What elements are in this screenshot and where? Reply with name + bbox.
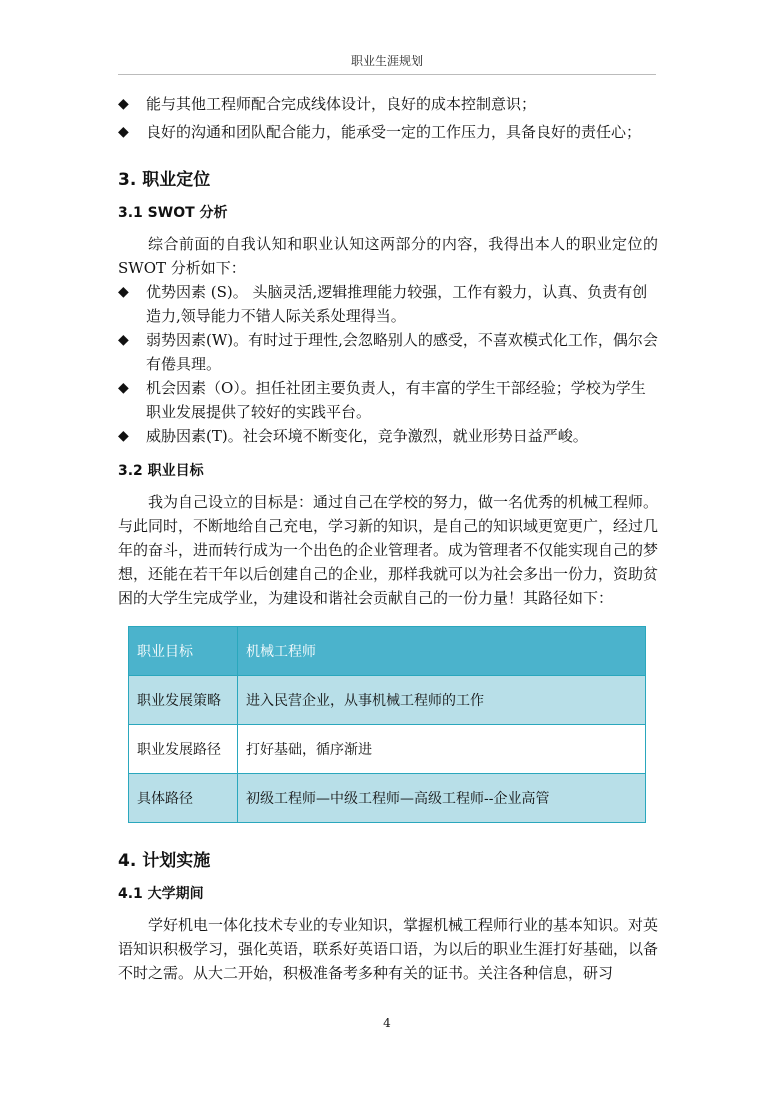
swot-intro-paragraph: 综合前面的自我认知和职业认知这两部分的内容，我得出本人的职业定位的SWOT 分析如下： (118, 235, 658, 277)
section-3-heading: 3. 职业定位 (118, 170, 211, 190)
table-cell-value: 初级工程师—中级工程师—高级工程师--企业高管 (238, 774, 646, 823)
diamond-bullet-icon: ◆ (118, 428, 129, 444)
career-goal-paragraph: 我为自己设立的目标是：通过自己在学校的努力，做一名优秀的机械工程师。与此同时，不断地给自己充电，学习新的知识，是自己的知识域更宽更广，经过几年的奋斗，进而转行成为一个出色的企业管理者。成为管理者不仅能实现自己的梦想，还能在若干年以后创建自己的企业，那样我就可以为社会多出一份力，资助贫困的大学生完成学业，为建设和谐社会贡献自己的一份力量！其路径如下： (118, 493, 659, 607)
table-cell-label: 职业发展路径 (129, 725, 238, 774)
diamond-bullet-icon: ◆ (118, 284, 129, 300)
bullet-text: 能与其他工程师配合完成线体设计，良好的成本控制意识； (146, 95, 537, 113)
section-4-heading: 4. 计划实施 (118, 851, 211, 871)
table-cell-value: 进入民营企业，从事机械工程师的工作 (238, 676, 646, 725)
diamond-bullet-icon: ◆ (118, 332, 129, 348)
diamond-bullet-icon: ◆ (118, 124, 129, 140)
bullet-item (118, 120, 658, 144)
swot-item-opportunities (118, 376, 658, 424)
table-row (129, 627, 646, 676)
swot-item-weaknesses (118, 328, 658, 376)
section-4-1-heading: 4.1 大学期间 (118, 886, 204, 902)
table-cell-value: 机械工程师 (238, 627, 646, 676)
bullet-text: 良好的沟通和团队配合能力，能承受一定的工作压力，具备良好的责任心； (146, 123, 642, 141)
table-cell-value: 打好基础，循序渐进 (238, 725, 646, 774)
page-number: 4 (383, 1016, 391, 1030)
bullet-item (118, 92, 658, 116)
diamond-bullet-icon: ◆ (118, 96, 129, 112)
section-3-1-heading: 3.1 SWOT 分析 (118, 205, 228, 221)
bullet-text: 机会因素（O）。担任社团主要负责人，有丰富的学生干部经验；学校为学生职业发展提供了较好的实践平台。 (146, 379, 646, 421)
page-header: 职业生涯规划 (350, 54, 423, 68)
bullet-text: 优势因素 (S)。 头脑灵活,逻辑推理能力较强，工作有毅力，认真、负责有创造力,领导能力不错人际关系处理得当。 (146, 283, 648, 325)
header-divider (118, 74, 656, 75)
swot-item-threats (118, 424, 658, 448)
bullet-text: 弱势因素(W)。有时过于理性,会忽略别人的感受，不喜欢模式化工作，偶尔会有倦具理。 (146, 331, 658, 373)
career-path-table (128, 626, 646, 823)
table-cell-label: 具体路径 (129, 774, 238, 823)
university-plan-paragraph: 学好机电一体化技术专业的专业知识，掌握机械工程师行业的基本知识。对英语知识积极学习，强化英语，联系好英语口语，为以后的职业生涯打好基础，以备不时之需。从大二开始，积极准备考多种有关的证书。关注各种信息，研习 (118, 916, 659, 982)
section-3-2-heading: 3.2 职业目标 (118, 463, 204, 479)
table-cell-label: 职业发展策略 (129, 676, 238, 725)
bullet-text: 威胁因素(T)。社会环境不断变化，竞争激烈，就业形势日益严峻。 (146, 427, 588, 445)
table-row (129, 676, 646, 725)
diamond-bullet-icon: ◆ (118, 380, 129, 396)
table-cell-label: 职业目标 (129, 627, 238, 676)
table-row (129, 774, 646, 823)
table-row (129, 725, 646, 774)
swot-item-strengths (118, 280, 658, 328)
document-body (118, 92, 658, 985)
